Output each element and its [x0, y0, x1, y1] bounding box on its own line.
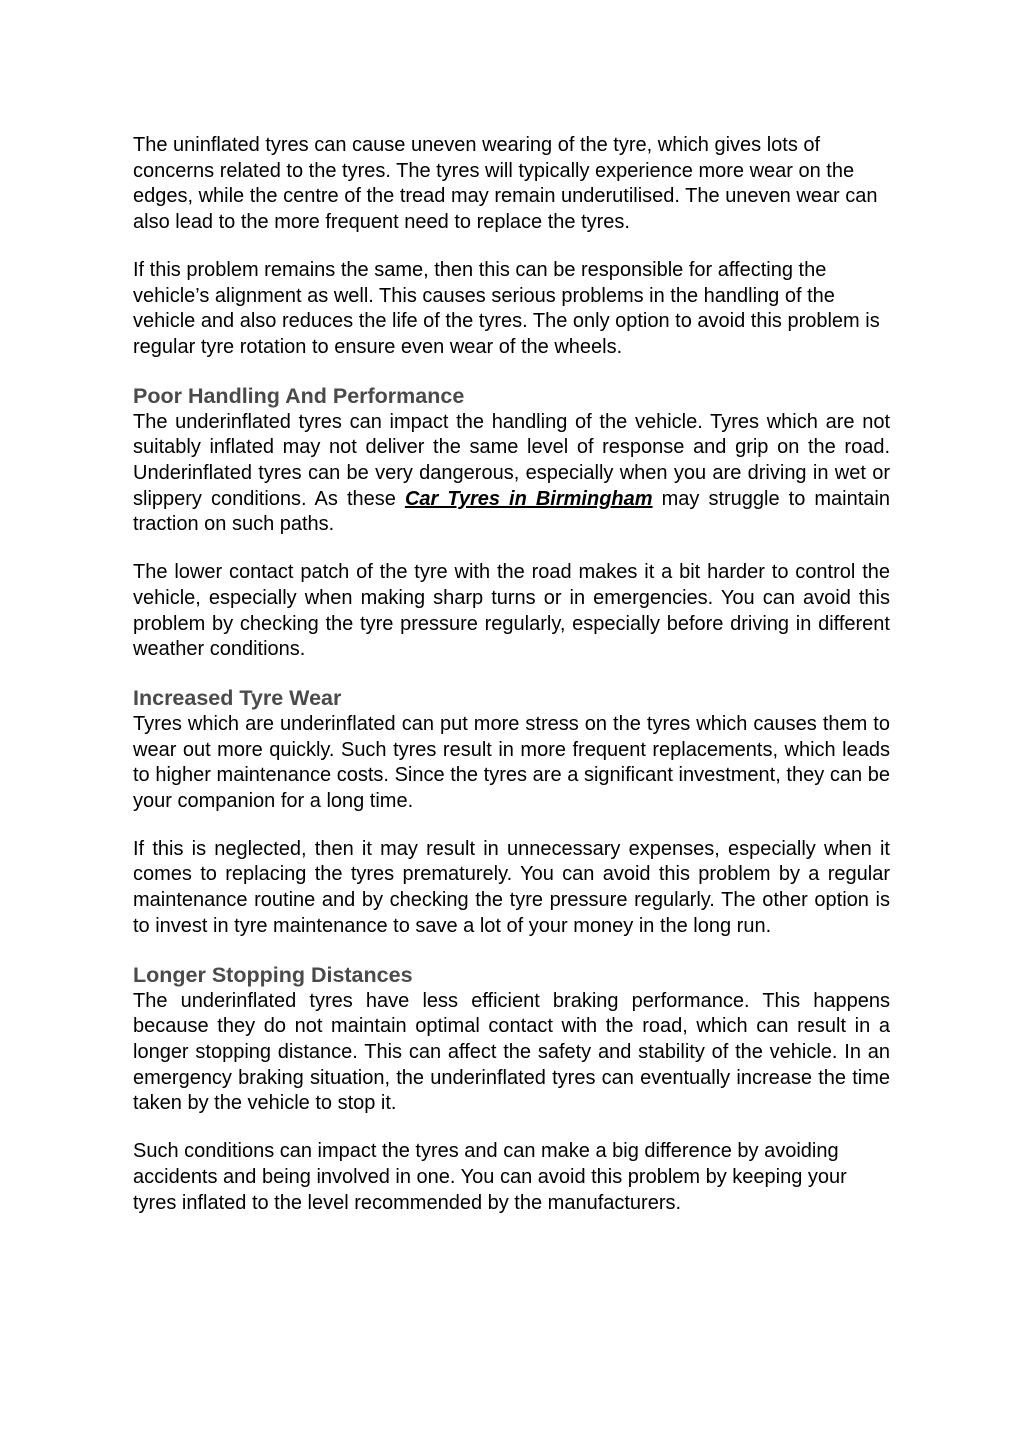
handling-paragraph-1: [133, 410, 890, 539]
stopping-paragraph-1: The underinflated tyres have less efficient braking performance. This happens because they do not maintain optimal contact with the road, which can result in a longer stopping distance. This can affect the safety and stability of the vehicle. In an emergency braking situation, the underinflated tyres can eventually increase the time taken by the vehicle to stop it.: [133, 989, 890, 1115]
document-page: [133, 133, 890, 1216]
heading-stopping-distances: Longer Stopping Distances: [133, 962, 413, 987]
handling-text-before-link: The underinflated tyres can impact the handling of the vehicle. Tyres which are not suitably inflated may not deliver the same level of response and grip on the road. Underinflated tyres can be very dangerous, especially when you are driving in wet or slippery conditions. As these: [133, 410, 890, 510]
handling-paragraph-2: The lower contact patch of the tyre with the road makes it a bit harder to control the vehicle, especially when making sharp turns or in emergencies. You can avoid this problem by checking the tyre pressure regularly, especially before driving in different weather conditions.: [133, 561, 890, 661]
car-tyres-birmingham-link[interactable]: Car Tyres in Birmingham: [404, 487, 653, 510]
intro-paragraph-1: The uninflated tyres can cause uneven wearing of the tyre, which gives lots of concerns related to the tyres. The tyres will typically experience more wear on the edges, while the centre of the tread may remain underutilised. The uneven wear can also lead to the more frequent need to replace the tyres.: [133, 134, 878, 234]
wear-paragraph-1: Tyres which are underinflated can put more stress on the tyres which causes them to wear out more quickly. Such tyres result in more frequent replacements, which leads to higher maintenance costs. Since the tyres are a significant investment, they can be your companion for a long time.: [133, 712, 890, 813]
stopping-paragraph-2: Such conditions can impact the tyres and can make a big difference by avoiding accidents and being involved in one. You can avoid this problem by keeping your tyres inflated to the level recommended by the manufacturers.: [133, 1140, 847, 1214]
heading-increased-wear: Increased Tyre Wear: [133, 685, 342, 710]
handling-text-after-link: may struggle to maintain traction on such paths.: [133, 487, 890, 536]
intro-paragraph-2: If this problem remains the same, then this can be responsible for affecting the vehicle’s alignment as well. This causes serious problems in the handling of the vehicle and also reduces the life of the tyres. The only option to avoid this problem is regular tyre rotation to ensure even wear of the wheels.: [133, 258, 880, 358]
wear-paragraph-2: If this is neglected, then it may result in unnecessary expenses, especially when it comes to replacing the tyres prematurely. You can avoid this problem by a regular maintenance routine and by checking the tyre pressure regularly. The other option is to invest in tyre maintenance to save a lot of your money in the long run.: [133, 837, 890, 937]
heading-poor-handling: Poor Handling And Performance: [133, 383, 465, 408]
